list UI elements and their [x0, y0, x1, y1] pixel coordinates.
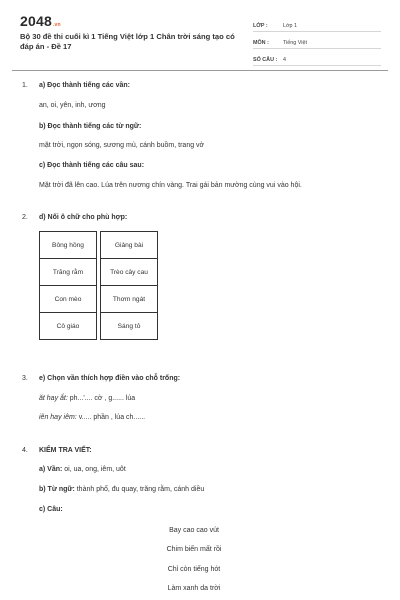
- match-left-item: Cô giáo: [39, 312, 97, 340]
- question-number: 2.: [22, 214, 28, 221]
- meta-value: Lớp 1: [283, 23, 298, 29]
- meta-value: Tiếng Việt: [283, 40, 307, 46]
- match-left-item: Trăng rằm: [39, 258, 97, 286]
- question-number: 3.: [22, 375, 28, 382]
- meta-row-class: [253, 16, 381, 32]
- question-number: 4.: [22, 447, 28, 454]
- match-left-item: Bông hồng: [39, 231, 97, 259]
- poem-line: Làm xanh da trời: [167, 585, 221, 592]
- question-number: 1.: [22, 82, 28, 89]
- meta-row-subject: [253, 33, 381, 49]
- q4-b-text: thành phố, đu quay, trăng rằm, cánh diều: [74, 486, 205, 493]
- q1-c-text: Mặt trời đã lên cao. Lúa trên nương chín vàng. Trai gái bản mường cùng vui vào hội.: [39, 182, 302, 189]
- q4-b: [39, 486, 204, 493]
- q4-c-label: c) Câu:: [39, 506, 63, 513]
- q4-a-text: oi, ua, ong, iêm, uôt: [62, 466, 126, 473]
- meta-label: SỐ CÂU :: [253, 57, 278, 63]
- match-left-item: Con mèo: [39, 285, 97, 313]
- q1-b-text: mặt trời, ngọn sóng, sương mù, cánh buồm, trang vở: [39, 142, 205, 149]
- q3-line-2-text: v..... phần , lúa ch......: [76, 414, 146, 421]
- document-title: Bộ 30 đề thi cuối kì 1 Tiếng Việt lớp 1 Chân trời sáng tạo có đáp án - Đề 17: [20, 32, 235, 51]
- match-right-item: Giảng bài: [100, 231, 158, 259]
- q3-line-1-text: ph...'.... cờ , g...... lúa: [67, 395, 136, 402]
- match-right-item: Thơm ngát: [100, 285, 158, 313]
- q4-b-label: b) Từ ngữ:: [39, 486, 75, 493]
- match-right-item: Sáng tỏ: [100, 312, 158, 340]
- header-divider: [12, 70, 388, 71]
- logo-text: 2048: [20, 13, 52, 29]
- match-right-column: [100, 231, 158, 339]
- q3-line-2-options: iên hay iêm:: [39, 414, 77, 421]
- meta-label: MÔN :: [253, 40, 269, 46]
- q2-title: d) Nối ô chữ cho phù hợp:: [39, 214, 128, 221]
- q3-line-2: [39, 414, 145, 421]
- poem-line: Bay cao cao vút: [169, 527, 219, 534]
- q3-title: e) Chọn vần thích hợp điền vào chỗ trống:: [39, 375, 181, 382]
- q4-title: KIỂM TRA VIẾT:: [39, 447, 92, 454]
- q1-c-title: c) Đọc thành tiếng các câu sau:: [39, 162, 145, 169]
- site-logo[interactable]: [20, 13, 61, 29]
- logo-domain: .vn: [52, 22, 61, 28]
- match-left-column: [39, 231, 97, 339]
- meta-row-question-count: [253, 50, 381, 66]
- meta-label: LỚP :: [253, 23, 268, 29]
- meta-block: [253, 16, 381, 67]
- poem-line: Chim biến mất rồi: [166, 546, 222, 553]
- q1-a-title: a) Đọc thành tiếng các vần:: [39, 82, 131, 89]
- q3-line-1-options: ăt hay ắt:: [39, 395, 68, 402]
- q1-a-text: an, oi, yên, inh, ương: [39, 102, 106, 109]
- q3-line-1: [39, 395, 135, 402]
- match-right-item: Trèo cây cau: [100, 258, 158, 286]
- meta-value: 4: [283, 57, 286, 63]
- q1-b-title: b) Đọc thành tiếng các từ ngữ:: [39, 123, 142, 130]
- poem-line: Chỉ còn tiếng hót: [167, 566, 221, 573]
- q4-a: [39, 466, 126, 473]
- q4-a-label: a) Vần:: [39, 466, 63, 473]
